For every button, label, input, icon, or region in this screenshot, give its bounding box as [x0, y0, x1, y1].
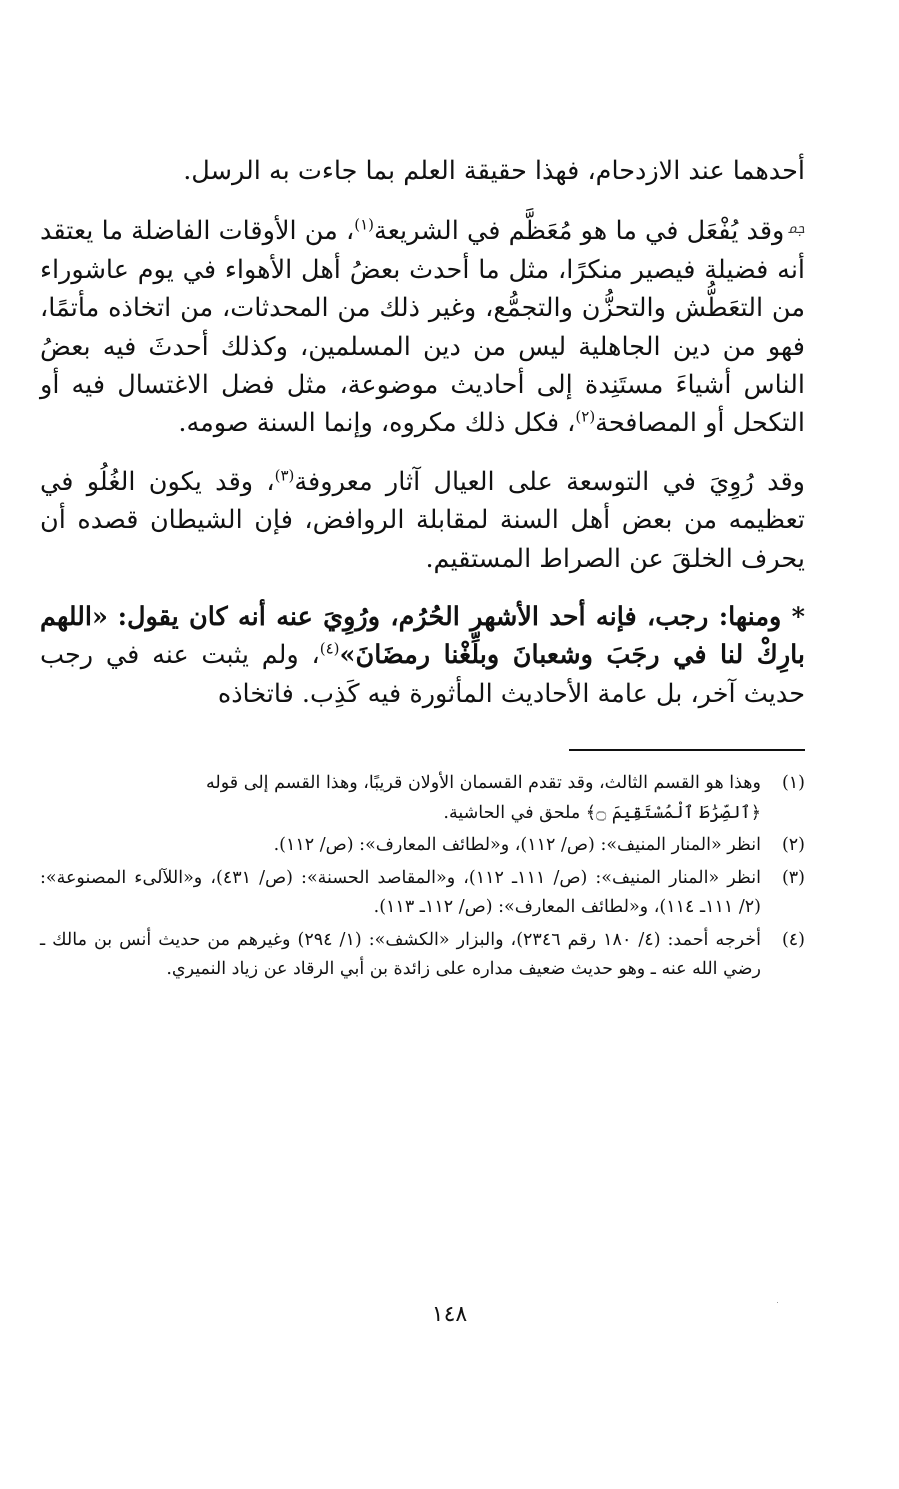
page-body	[40, 152, 805, 988]
footnotes	[40, 769, 805, 985]
paragraph-ashura-text-b: ، من الأوقات الفاضلة ما يعتقد أنه فضيلة فيصير منكرًا، مثل ما أحدث بعضُ أهل الأهواء في يوم عاشوراء من التعَطُّش والتحزُّن والتجمُّع، وغير ذلك من المحدثات، من اتخاذه مأتمًا، فهو من دين الجاهلية ليس من دين المسلمين، وكذلك أحدثَ فيه بعضُ الناس أشياءَ مستَنِدة إلى أحاديث موضوعة، مثل فضل الاغتسال فيه أو التكحل أو المصافحة	[40, 216, 805, 439]
footnote-text-line1: وهذا هو القسم الثالث، وقد تقدم القسمان الأولان قريبًا، وهذا القسم إلى قوله	[206, 773, 761, 794]
footnote-ref-4[interactable]: (٤)	[319, 639, 340, 658]
paragraph-tawsia-text-a: وقد رُوِيَ في التوسعة على العيال آثار معروفة	[294, 466, 805, 497]
paragraph-rajab-text-a: * ومنها: رجب، فإنه أحد الأشهر الحُرُم، ورُوِيَ عنه أنه كان يقول:	[117, 602, 805, 633]
footnote-text-line2: ﴿ٱلصِّرَٰطَ ٱلْمُسْتَقِيمَ ۝﴾ ملحق في الحاشية.	[443, 802, 761, 823]
paragraph-tawsia-text-b: ، وقد يكون الغُلُو في تعظيمه من بعض أهل السنة لمقابلة الروافض، فإن الشيطان قصده أن يحرف الخلقَ عن الصراط المستقيم.	[40, 466, 805, 574]
footnote-text: أخرجه أحمد: (٤/ ١٨٠ رقم ٢٣٤٦)، والبزار «الكشف»: (١/ ٢٩٤) وغيرهم من حديث أنس بن مالك ـ رضي الله عنه ـ وهو حديث ضعيف مداره على زائدة بن أبي الرقاد عن زياد النميري.	[40, 929, 761, 980]
paragraph-rajab	[40, 598, 805, 713]
footnote-ref-2[interactable]: (٢)	[575, 407, 596, 426]
footnote-number: (٤)	[781, 929, 805, 950]
hadith-quote: «اللهم بارِكْ لنا في رجَبَ وشعبانَ وبلِّغْنا رمضَانَ»	[40, 602, 806, 671]
footnote-ref-3[interactable]: (٣)	[274, 466, 295, 485]
footnote-3	[40, 864, 805, 923]
paragraph-continuation: أحدهما عند الازدحام، فهذا حقيقة العلم بما جاءت به الرسل.	[183, 156, 805, 186]
page-number: ١٤٨	[431, 1302, 468, 1327]
footnote-number: (٢)	[781, 835, 805, 856]
footnote-divider	[569, 749, 805, 751]
footnote-2	[40, 831, 805, 861]
footnote-4	[40, 926, 805, 985]
footnote-ref-1[interactable]: (١)	[354, 215, 375, 234]
footnote-text: انظر «المنار المنيف»: (ص/ ١١٢)، و«لطائف المعارف»: (ص/ ١١٢).	[273, 835, 761, 856]
paragraph-rajab-text-b: ، ولم يثبت عنه في رجب حديث آخر، بل عامة الأحاديث المأثورة فيه كَذِب. فاتخاذه	[40, 640, 805, 709]
paragraph-tawsia	[40, 463, 805, 578]
footnote-1	[40, 769, 805, 828]
paragraph-ashura-text-c: ، فكل ذلك مكروه، وإنما السنة صومه.	[178, 408, 576, 439]
footnote-text: انظر «المنار المنيف»: (ص/ ١١١ـ ١١٢)، و«المقاصد الحسنة»: (ص/ ٤٣١)، و«اللآلىء المصنوعة»: (٢/ ١١١ـ ١١٤)، و«لطائف المعارف»: (ص/ ١١٢ـ ١١٣).	[40, 867, 761, 918]
margin-mark: ﲨ	[788, 221, 805, 238]
paragraph-ashura	[40, 210, 805, 442]
paragraph-ashura-text-a: وقد يُفْعَل في ما هو مُعَظَّم في الشريعة	[374, 216, 785, 247]
footnote-number: (٣)	[781, 867, 805, 888]
footnote-number: (١)	[781, 773, 805, 794]
footnote-text	[40, 769, 761, 828]
